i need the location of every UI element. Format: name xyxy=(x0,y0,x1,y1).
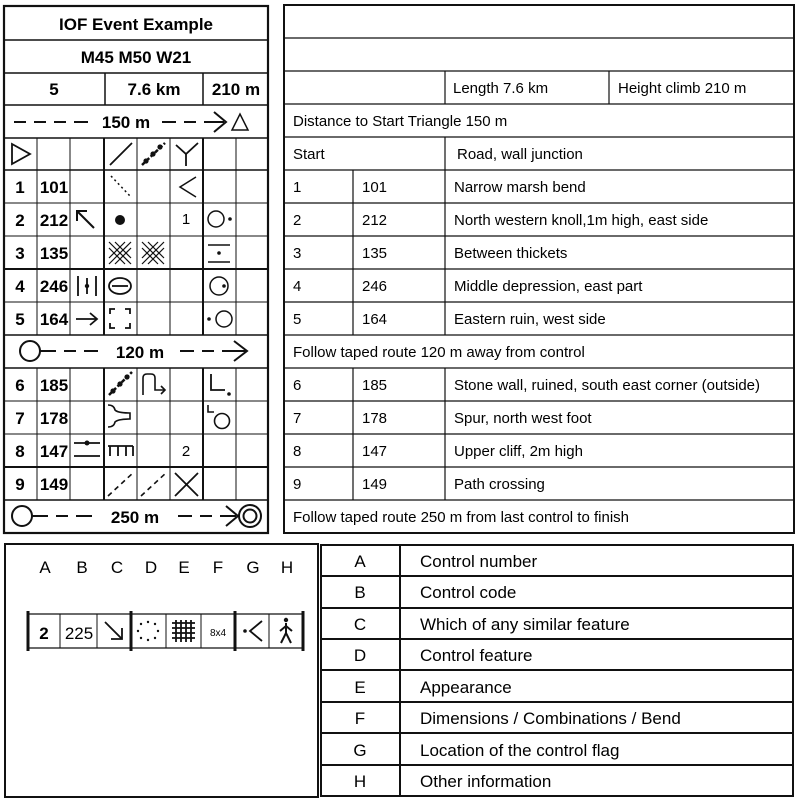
legend-letter: A xyxy=(354,552,366,571)
start-distance: 150 m xyxy=(101,113,151,132)
control-code: 101 xyxy=(362,179,388,196)
control-number: 5 xyxy=(293,311,302,328)
control-description: Middle depression, east part xyxy=(454,278,643,295)
east-side-icon xyxy=(208,211,224,227)
finish-route-distance: 250 m xyxy=(110,508,160,527)
thicket-icon xyxy=(109,242,131,264)
control-number: 3 xyxy=(293,245,302,262)
column-letters xyxy=(39,558,293,577)
corner-inside-icon xyxy=(243,621,262,641)
example-control-code: 225 xyxy=(64,624,94,643)
legend-letter: C xyxy=(353,615,367,634)
control-code: 185 xyxy=(39,376,69,395)
control-number: 3 xyxy=(15,244,25,263)
legend-description: Control number xyxy=(420,552,538,571)
column-meanings-table xyxy=(320,540,800,800)
control-rows-left-2 xyxy=(15,376,190,494)
control-number: 1 xyxy=(15,178,25,197)
control-description: Stone wall, ruined, south east corner (outside) xyxy=(454,377,760,394)
control-rows-right-2 xyxy=(293,377,760,493)
control-code: 178 xyxy=(362,410,388,427)
first-aid-person-icon xyxy=(280,618,292,643)
course-number: 5 xyxy=(49,80,59,99)
control-number: 6 xyxy=(293,377,302,394)
legend-description: Appearance xyxy=(420,678,512,697)
course-climb-text: Height climb 210 m xyxy=(618,80,747,97)
control-description: Upper cliff, 2m high xyxy=(454,443,583,460)
control-rows-right-1 xyxy=(293,179,708,328)
course-length-text: Length 7.6 km xyxy=(453,80,549,97)
legend-description: Dimensions / Combinations / Bend xyxy=(420,709,681,728)
legend-letter: D xyxy=(353,646,367,665)
control-description: Path crossing xyxy=(454,476,545,493)
control-code: 178 xyxy=(39,409,69,428)
finish-icon xyxy=(239,505,261,527)
control-code: 149 xyxy=(39,475,69,494)
column-letter: E xyxy=(178,558,190,577)
column-letter: H xyxy=(280,558,294,577)
south-east-arrow-icon xyxy=(105,622,122,639)
legend-description: Control feature xyxy=(420,646,533,665)
north-west-arrow-icon xyxy=(78,212,94,228)
control-code: 149 xyxy=(362,476,388,493)
knoll-icon xyxy=(115,215,125,225)
event-title: IOF Event Example xyxy=(59,15,213,34)
control-code: 212 xyxy=(39,211,69,230)
column-letter: G xyxy=(246,558,260,577)
legend-description: Control code xyxy=(420,583,517,602)
control-description: Narrow marsh bend xyxy=(454,179,586,196)
north-west-foot-icon xyxy=(208,405,214,412)
upper-icon xyxy=(74,441,100,457)
text-description-sheet xyxy=(280,0,800,540)
control-number: 4 xyxy=(15,277,25,296)
start-distance-text: Distance to Start Triangle 150 m xyxy=(293,113,508,130)
control-code: 135 xyxy=(39,244,69,263)
example-symbols xyxy=(105,618,292,643)
path-icon xyxy=(108,472,134,496)
taped-route-distance: 120 m xyxy=(115,343,165,362)
control-number: 6 xyxy=(15,376,25,395)
path-icon xyxy=(141,472,167,496)
control-number: 7 xyxy=(293,410,302,427)
course-climb: 210 m xyxy=(211,80,261,99)
control-code: 246 xyxy=(362,278,388,295)
control-code: 185 xyxy=(362,377,388,394)
cliff-icon xyxy=(108,446,133,456)
control-dimension: 1 xyxy=(181,211,191,228)
control-number: 9 xyxy=(293,476,302,493)
control-code: 164 xyxy=(39,310,69,329)
grid-pattern-icon xyxy=(172,620,195,642)
example-dimensions: 8x4 xyxy=(209,628,227,639)
start-description: Road, wall junction xyxy=(457,146,583,163)
control-code: 164 xyxy=(362,311,388,328)
depression-icon xyxy=(109,278,131,294)
between-icon xyxy=(208,245,230,262)
legend-description: Location of the control flag xyxy=(420,741,620,760)
control-rows-left-1 xyxy=(15,178,190,329)
legend-letter: B xyxy=(354,583,366,602)
control-symbols-1-5 xyxy=(76,176,232,328)
control-number: 4 xyxy=(293,278,302,295)
legend-letter: F xyxy=(354,709,366,728)
legend-description: Other information xyxy=(420,772,552,791)
control-code: 246 xyxy=(39,277,69,296)
west-side-icon xyxy=(207,311,232,327)
start-label: Start xyxy=(293,146,325,163)
class-list: M45 M50 W21 xyxy=(80,48,192,67)
start-triangle-icon xyxy=(12,144,30,164)
finish-route-text: Follow taped route 250 m from last control to finish xyxy=(293,509,629,526)
example-control-number: 2 xyxy=(39,624,49,643)
column-letter: F xyxy=(212,558,224,577)
symbolic-description-sheet xyxy=(0,0,280,540)
control-code: 135 xyxy=(362,245,388,262)
middle-icon xyxy=(78,276,96,296)
control-number: 1 xyxy=(293,179,302,196)
control-number: 8 xyxy=(293,443,302,460)
spur-icon xyxy=(108,405,130,427)
control-dimension: 2 xyxy=(181,443,191,460)
thicket-icon xyxy=(142,242,164,264)
narrow-marsh-icon xyxy=(111,176,130,196)
control-code: 101 xyxy=(39,178,69,197)
column-letter: C xyxy=(110,558,124,577)
legend-letter: H xyxy=(353,772,367,791)
column-legend-example xyxy=(0,540,320,800)
legend-letter: E xyxy=(354,678,366,697)
control-number: 7 xyxy=(15,409,25,428)
control-number: 2 xyxy=(293,212,302,229)
control-number: 2 xyxy=(15,211,25,230)
road-icon xyxy=(110,143,132,165)
control-code: 147 xyxy=(362,443,388,460)
control-code: 147 xyxy=(39,442,69,461)
legend-letter: G xyxy=(353,741,367,760)
ruined-icon xyxy=(143,374,165,395)
east-part-icon xyxy=(210,277,228,295)
control-description: North western knoll,1m high, east side xyxy=(454,212,709,229)
control-number: 9 xyxy=(15,475,25,494)
crossing-icon xyxy=(175,473,198,496)
east-arrow-icon xyxy=(76,313,97,325)
control-number: 8 xyxy=(15,442,25,461)
column-letter: B xyxy=(76,558,88,577)
taped-route-text: Follow taped route 120 m away from control xyxy=(293,344,585,361)
knoll-dots-icon xyxy=(137,621,159,641)
control-code: 212 xyxy=(362,212,388,229)
control-description: Between thickets xyxy=(454,245,568,262)
ruin-icon xyxy=(110,309,130,328)
legend-description: Which of any similar feature xyxy=(420,615,630,634)
column-letter: D xyxy=(144,558,158,577)
course-length: 7.6 km xyxy=(127,80,181,99)
south-east-corner-icon xyxy=(211,374,225,390)
control-description: Spur, north west foot xyxy=(454,410,592,427)
control-number: 5 xyxy=(15,310,25,329)
control-description: Eastern ruin, west side xyxy=(454,311,606,328)
bend-icon xyxy=(180,177,196,197)
column-letter: A xyxy=(39,558,51,577)
meaning-rows xyxy=(353,552,680,791)
junction-icon xyxy=(176,143,198,154)
